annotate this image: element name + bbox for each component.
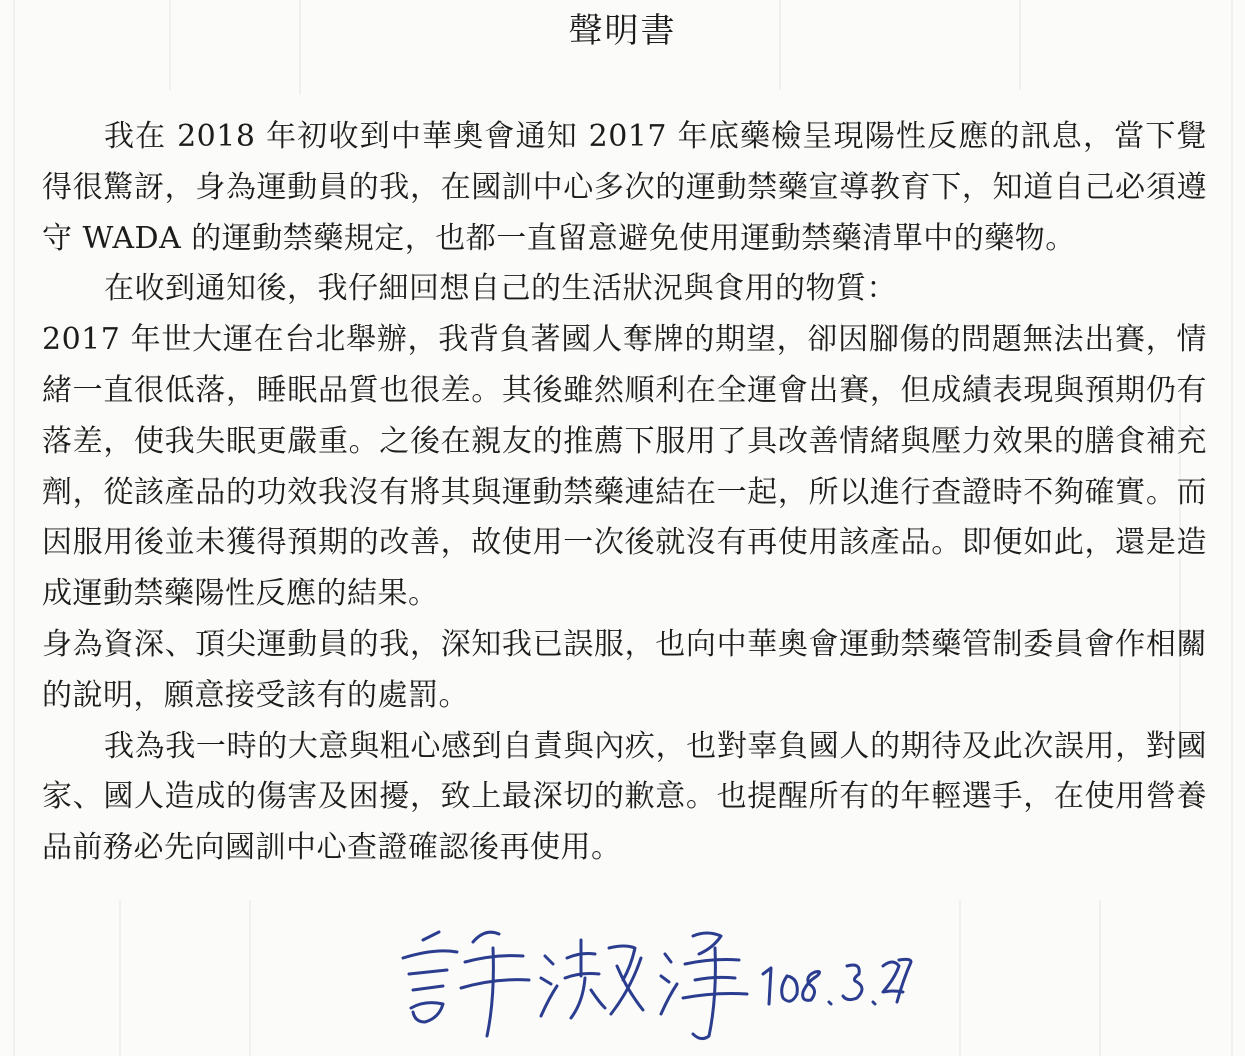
document-title: 聲明書 [568, 11, 677, 51]
paragraph-reflection-intro: 在收到通知後，我仔細回想自己的生活狀況與食用的物質： [104, 271, 897, 307]
paragraph-apology: 我為我一時的大意與粗心感到自責與內疚，也對辜負國人的期待及此次誤用，對國家、國人造成的傷害及困擾，致上最深切的歉意。也提醒所有的年輕選手，在使用營養品前務必先向國訓中心查證確認後再使用。 [42, 728, 1207, 866]
signature-drawing [395, 918, 915, 1048]
handwritten-signature [395, 918, 915, 1048]
statement-body [42, 112, 1207, 874]
paragraph-circumstances: 2017 年世大運在台北舉辦，我背負著國人奪牌的期望，卻因腳傷的問題無法出賽，情緒一直很低落，睡眠品質也很差。其後雖然順利在全運會出賽，但成績表現與預期仍有落差，使我失眠更嚴重。之後在親友的推薦下服用了具改善情緒與壓力效果的膳食補充劑，從該產品的功效我沒有將其與運動禁藥連結在一起，所以進行查證時不夠確實。而因服用後並未獲得預期的改善，故使用一次後就沒有再使用該產品。即便如此，還是造成運動禁藥陽性反應的結果。 [42, 322, 1207, 612]
paragraph-notification: 我在 2018 年初收到中華奧會通知 2017 年底藥檢呈現陽性反應的訊息，當下覺得很驚訝，身為運動員的我，在國訓中心多次的運動禁藥宣導教育下，知道自己必須遵守 WADA 的運動禁藥規定，也都一直留意避免使用運動禁藥清單中的藥物。 [42, 119, 1207, 256]
paragraph-acceptance: 身為資深、頂尖運動員的我，深知我已誤服，也向中華奧會運動禁藥管制委員會作相關的說明，願意接受該有的處罰。 [42, 626, 1207, 713]
